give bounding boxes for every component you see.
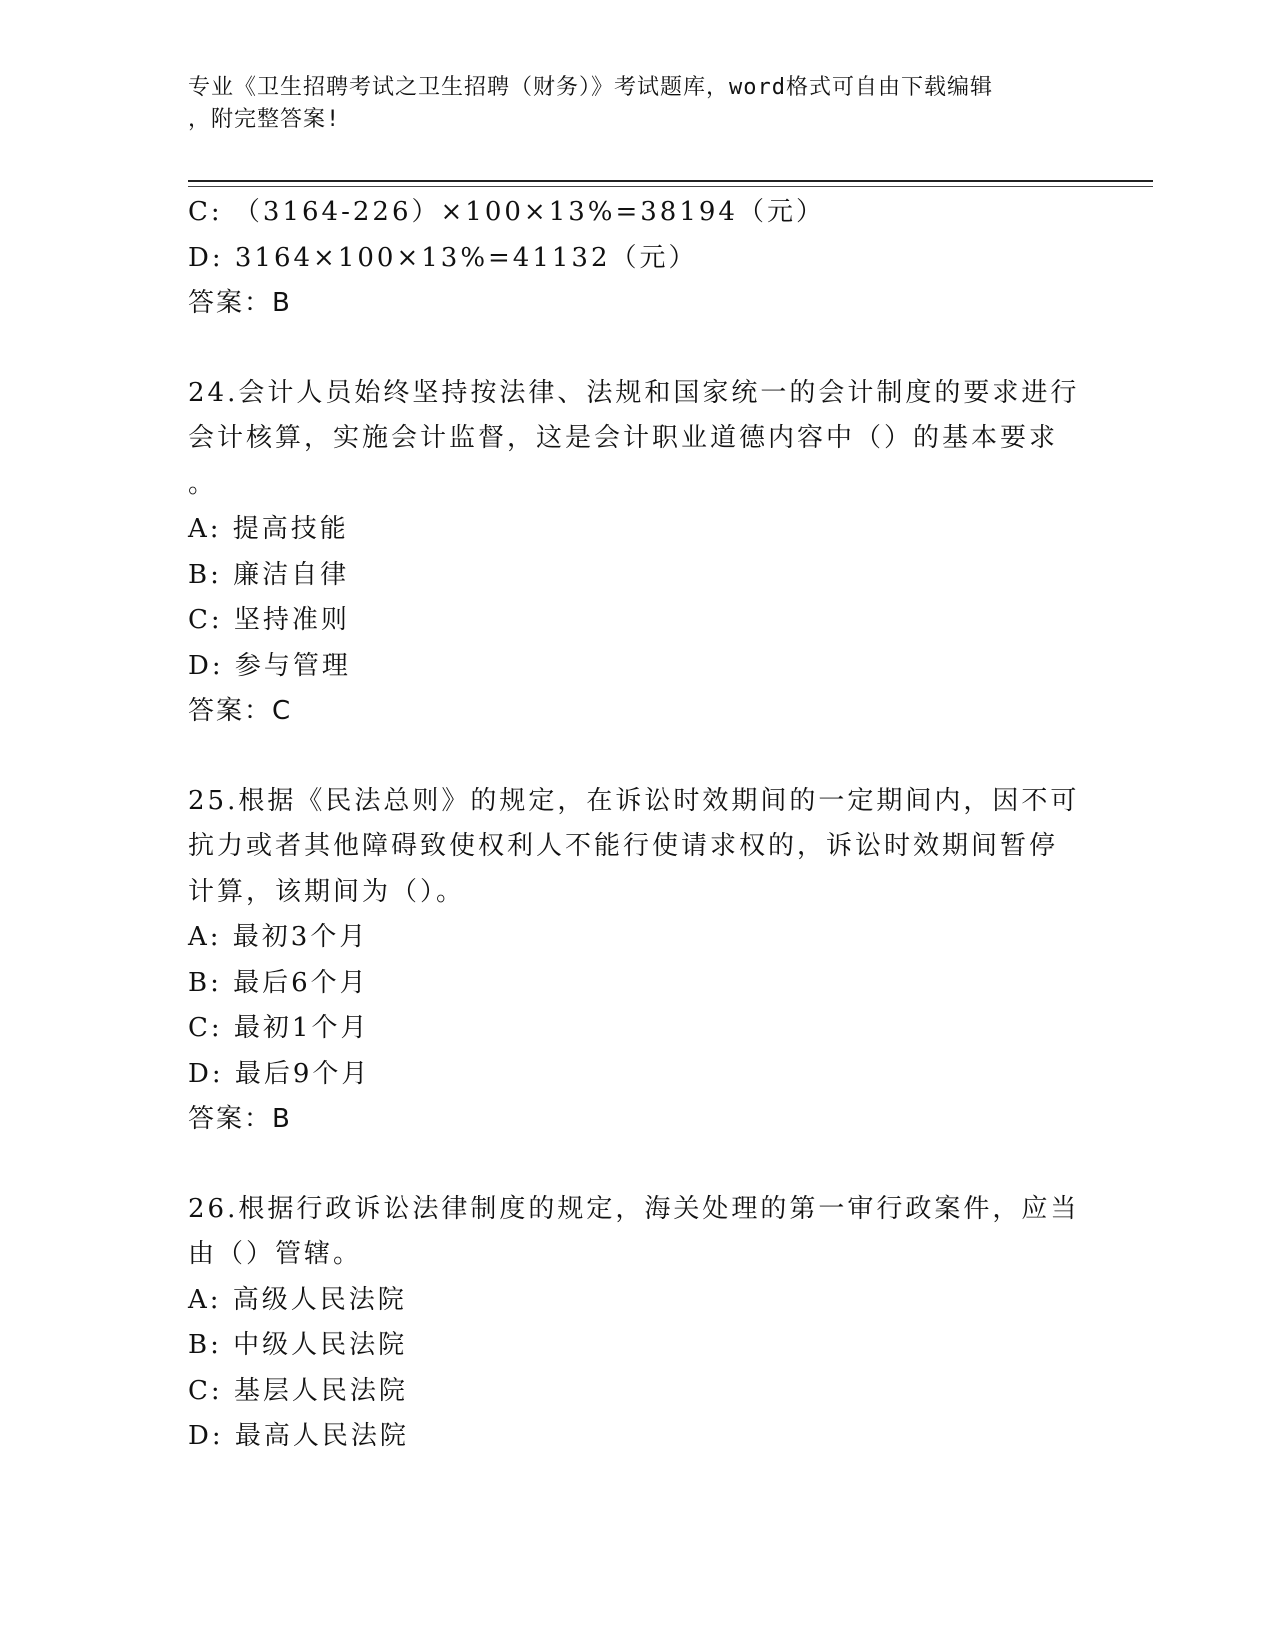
- option-c: C: 最初1个月: [188, 1013, 370, 1043]
- previous-question-tail: [188, 190, 1088, 327]
- question-stem-line: 26.根据行政诉讼法律制度的规定，海关处理的第一审行政案件，应当: [188, 1193, 1080, 1224]
- option-d: D: 3164×100×13%=41132（元）: [188, 242, 698, 273]
- option-d: D: 参与管理: [188, 650, 351, 681]
- question-stem-line: 24.会计人员始终坚持按法律、法规和国家统一的会计制度的要求进行: [188, 377, 1080, 408]
- option-a: A: 高级人民法院: [188, 1284, 407, 1315]
- question-stem-line: 25.根据《民法总则》的规定，在诉讼时效期间的一定期间内，因不可: [188, 785, 1080, 816]
- question-stem-line: 会计核算，实施会计监督，这是会计职业道德内容中（）的基本要求: [188, 423, 1059, 453]
- option-d: D: 最后9个月: [188, 1058, 371, 1089]
- header-divider: [188, 180, 1153, 182]
- question-stem-line: 计算，该期间为（）。: [188, 876, 466, 907]
- option-a: A: 最初3个月: [188, 922, 369, 952]
- header-line-2: ，附完整答案!: [188, 107, 341, 132]
- option-c: C: （3164-226）×100×13%=38194（元）: [188, 197, 825, 227]
- question-stem-line: 由（）管辖。: [188, 1239, 363, 1269]
- question-25: [188, 779, 1088, 1143]
- question-24: [188, 371, 1088, 735]
- option-d: D: 最高人民法院: [188, 1421, 409, 1451]
- answer: 答案：C: [188, 696, 293, 726]
- document-header: [188, 72, 1068, 136]
- header-divider-thin: [188, 186, 1153, 187]
- option-a: A: 提高技能: [188, 514, 349, 544]
- header-line-1: 专业《卫生招聘考试之卫生招聘（财务）》考试题库，word格式可自由下载编辑: [188, 75, 993, 100]
- option-b: B: 中级人民法院: [188, 1330, 408, 1360]
- question-list: [188, 190, 1088, 1460]
- option-b: B: 廉洁自律: [188, 559, 350, 590]
- option-b: B: 最后6个月: [188, 967, 369, 998]
- option-c: C: 基层人民法院: [188, 1375, 408, 1406]
- question-stem-line: 抗力或者其他障碍致使权利人不能行使请求权的，诉讼时效期间暂停: [188, 831, 1059, 861]
- question-26: [188, 1187, 1088, 1460]
- option-c: C: 坚持准则: [188, 605, 350, 635]
- answer: 答案：B: [188, 288, 292, 318]
- answer: 答案：B: [188, 1104, 292, 1134]
- question-stem-line: 。: [188, 468, 218, 499]
